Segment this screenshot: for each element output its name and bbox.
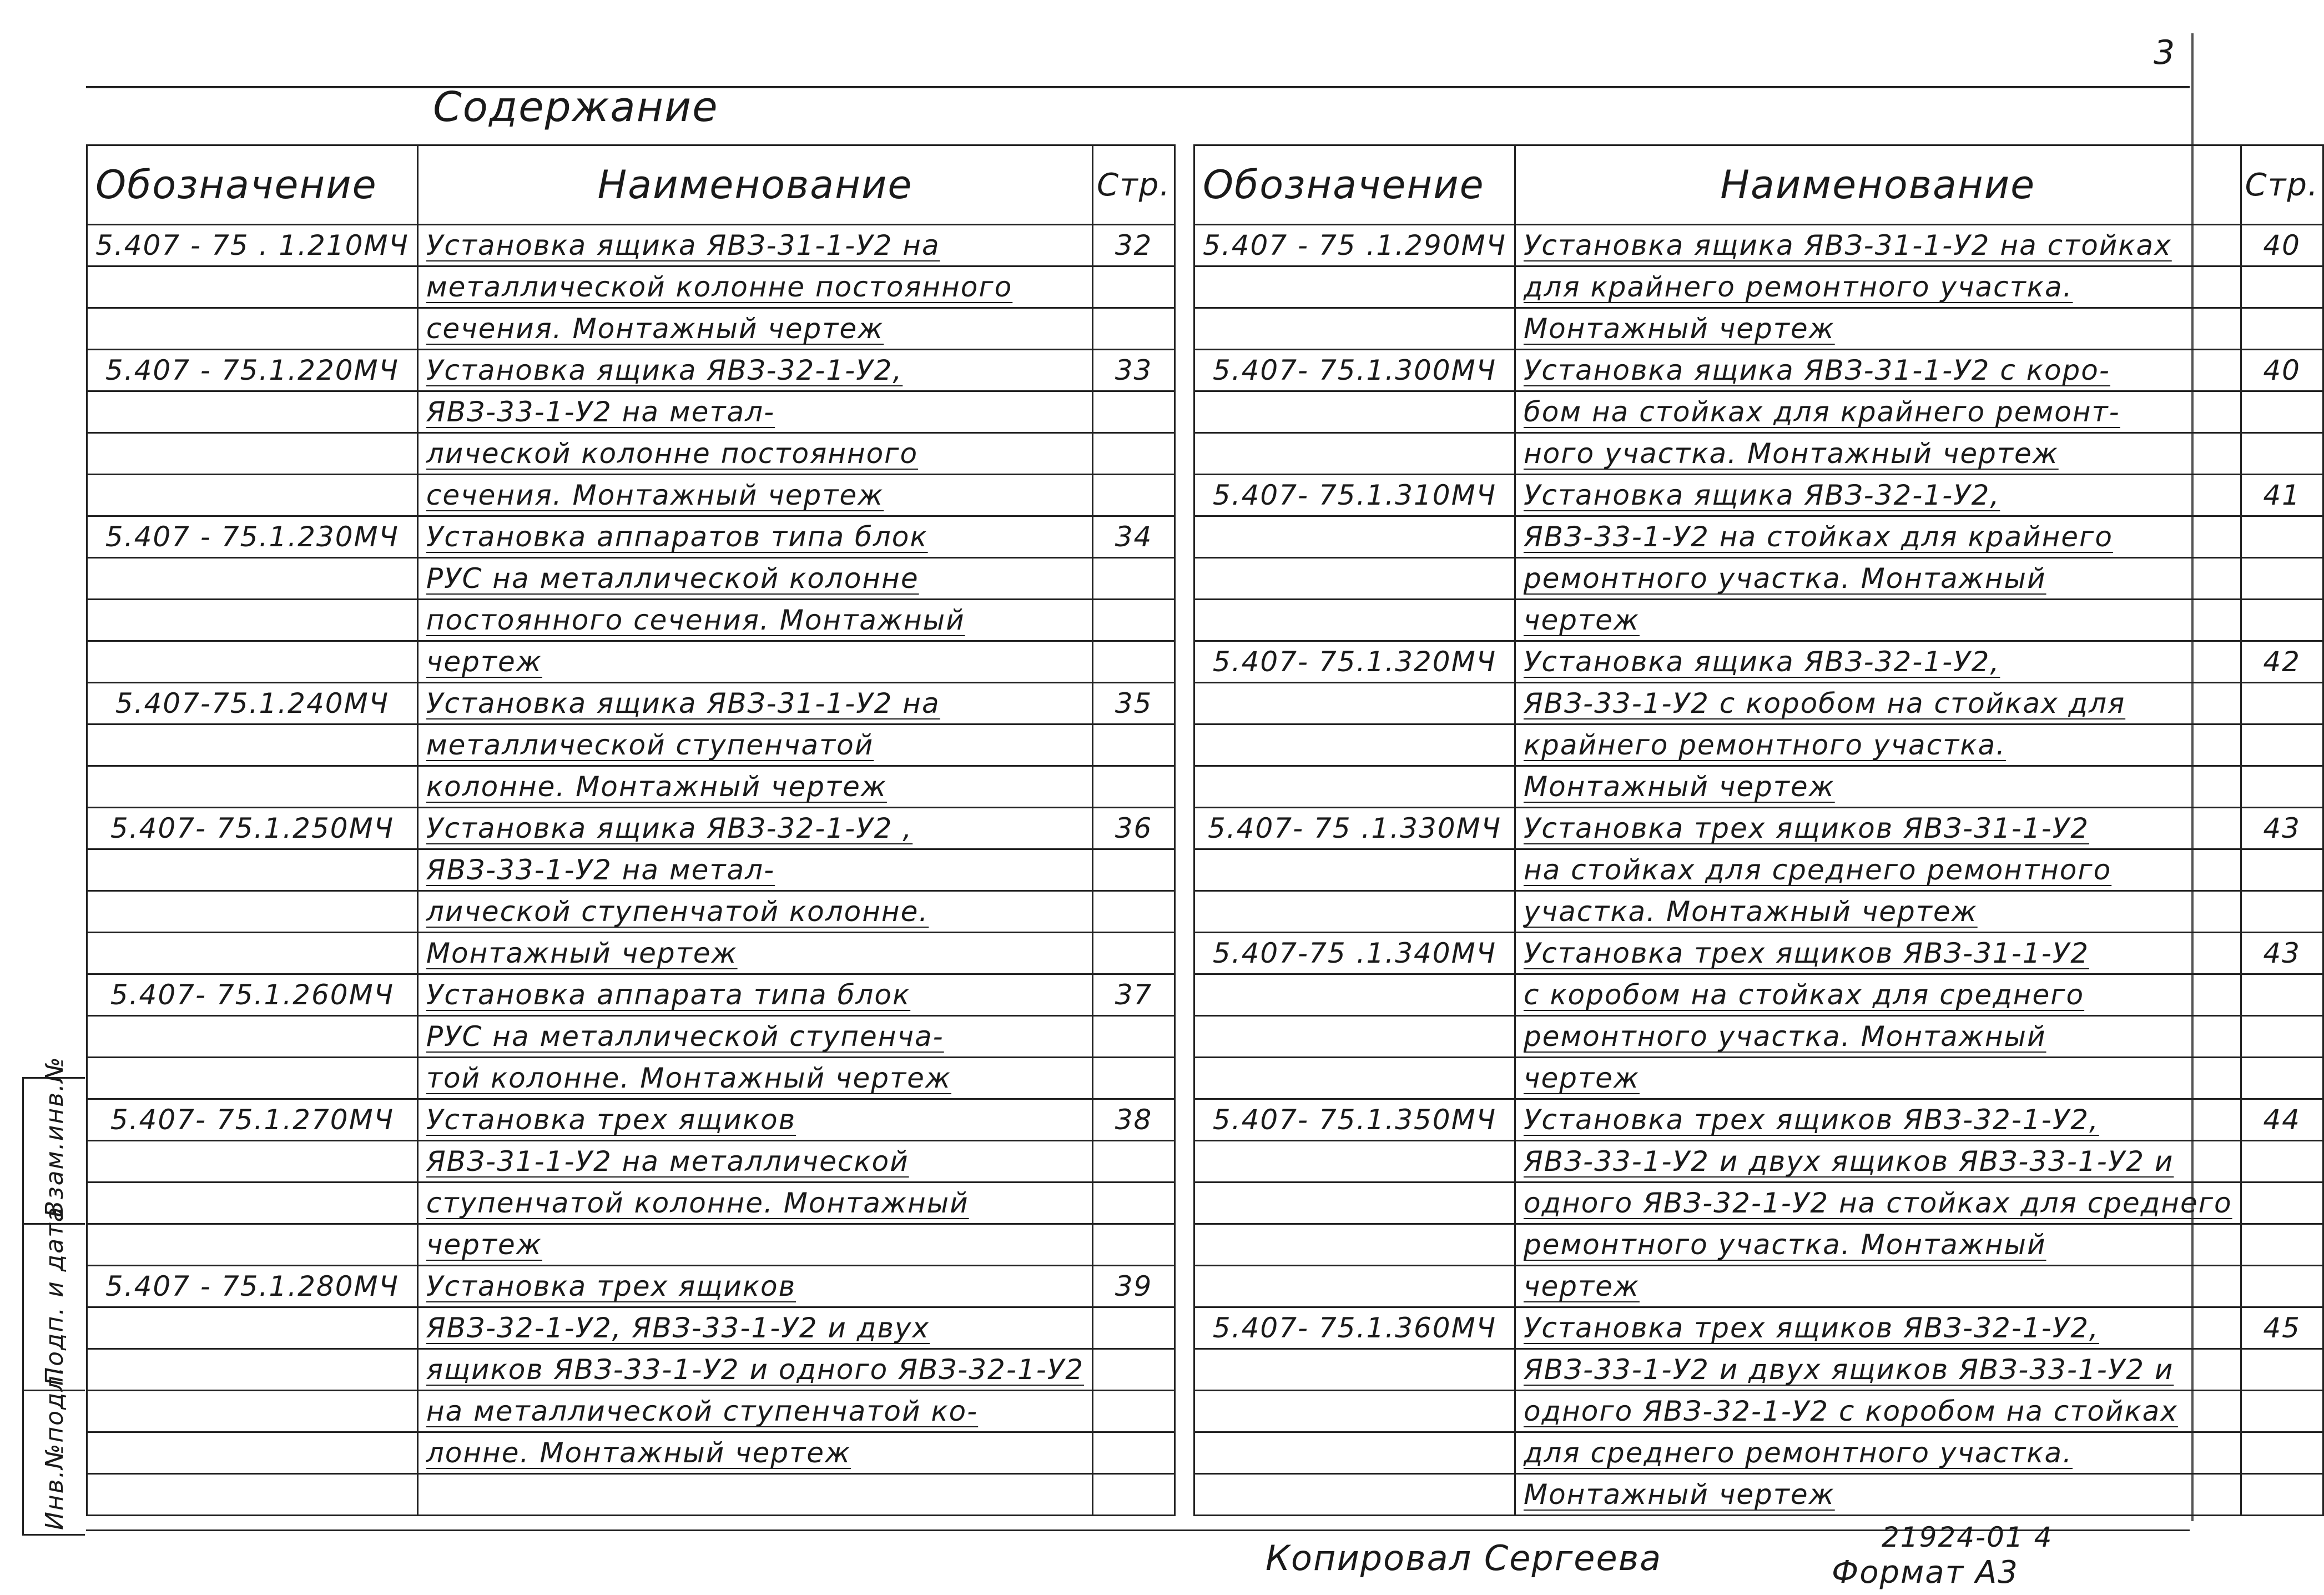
cell-page bbox=[2241, 1016, 2323, 1058]
table-row bbox=[1194, 558, 2323, 600]
cell-name: ящиков ЯВЗ-33-1-У2 и одного ЯВЗ-32-1-У2 bbox=[417, 1349, 1092, 1391]
cell-code bbox=[87, 1474, 418, 1516]
table-row bbox=[1194, 683, 2323, 724]
document-title: Содержание bbox=[433, 83, 719, 131]
cell-code: 5.407-75.1.240МЧ bbox=[87, 683, 418, 724]
cell-page bbox=[1093, 1183, 1175, 1224]
table-row bbox=[87, 933, 1175, 974]
cell-name: Монтажный чертеж bbox=[1515, 308, 2241, 350]
cell-code: 5.407- 75.1.300МЧ bbox=[1194, 350, 1515, 391]
frame-bottom-border bbox=[86, 1529, 2190, 1531]
table-row bbox=[87, 391, 1175, 433]
cell-code bbox=[87, 600, 418, 641]
cell-code bbox=[87, 266, 418, 308]
cell-name: участка. Монтажный чертеж bbox=[1515, 891, 2241, 933]
cell-name: сечения. Монтажный чертеж bbox=[417, 308, 1092, 350]
cell-name: на стойках для среднего ремонтного bbox=[1515, 849, 2241, 891]
cell-name: одного ЯВЗ-32-1-У2 на стойках для среднего bbox=[1515, 1183, 2241, 1224]
header-name: Наименование bbox=[1515, 145, 2241, 225]
cell-name: лической ступенчатой колонне. bbox=[417, 891, 1092, 933]
cell-code bbox=[87, 1183, 418, 1224]
table-row bbox=[1194, 1474, 2323, 1516]
table-row bbox=[1194, 1099, 2323, 1141]
cell-page bbox=[2241, 1391, 2323, 1432]
cell-page: 38 bbox=[1093, 1099, 1175, 1141]
cell-code bbox=[1194, 1224, 1515, 1266]
cell-code bbox=[87, 558, 418, 600]
table-row bbox=[1194, 433, 2323, 475]
table-row bbox=[1194, 1432, 2323, 1474]
cell-code: 5.407- 75.1.320МЧ bbox=[1194, 641, 1515, 683]
cell-name: Установка трех ящиков ЯВЗ-31-1-У2 bbox=[1515, 933, 2241, 974]
cell-page bbox=[1093, 1307, 1175, 1349]
cell-page bbox=[1093, 1474, 1175, 1516]
cell-code bbox=[87, 308, 418, 350]
cell-name bbox=[417, 1474, 1092, 1516]
cell-code: 5.407- 75.1.350МЧ bbox=[1194, 1099, 1515, 1141]
cell-code bbox=[1194, 391, 1515, 433]
table-row bbox=[87, 641, 1175, 683]
cell-code bbox=[87, 933, 418, 974]
cell-page bbox=[1093, 933, 1175, 974]
table-row bbox=[87, 1432, 1175, 1474]
table-row bbox=[1194, 1307, 2323, 1349]
table-row bbox=[87, 1183, 1175, 1224]
sheet-format: Формат А3 bbox=[1832, 1554, 2019, 1591]
table-row bbox=[87, 1016, 1175, 1058]
stamp-cell-inv-orig bbox=[24, 1366, 85, 1536]
cell-page bbox=[1093, 766, 1175, 808]
cell-code bbox=[1194, 1474, 1515, 1516]
cell-name: РУС на металлической колонне bbox=[417, 558, 1092, 600]
cell-page: 43 bbox=[2241, 808, 2323, 849]
table-row bbox=[1194, 391, 2323, 433]
cell-code bbox=[1194, 1141, 1515, 1183]
cell-name: Монтажный чертеж bbox=[417, 933, 1092, 974]
cell-name: для крайнего ремонтного участка. bbox=[1515, 266, 2241, 308]
cell-page: 43 bbox=[2241, 933, 2323, 974]
cell-name: ЯВЗ-33-1-У2 и двух ящиков ЯВЗ-33-1-У2 и bbox=[1515, 1141, 2241, 1183]
cell-code: 5.407 - 75.1.230МЧ bbox=[87, 516, 418, 558]
frame-top-border bbox=[86, 86, 2190, 88]
header-page: Стр. bbox=[2241, 145, 2323, 225]
stamp-inv-orig-label: Инв.№подл. bbox=[41, 1366, 69, 1530]
cell-code bbox=[87, 1224, 418, 1266]
table-row bbox=[87, 225, 1175, 266]
table-row bbox=[1194, 766, 2323, 808]
table-row bbox=[87, 808, 1175, 849]
cell-code bbox=[1194, 1391, 1515, 1432]
cell-page bbox=[1093, 558, 1175, 600]
table-row bbox=[87, 266, 1175, 308]
cell-page bbox=[1093, 641, 1175, 683]
cell-page bbox=[2241, 849, 2323, 891]
table-row bbox=[1194, 1183, 2323, 1224]
cell-page bbox=[2241, 766, 2323, 808]
cell-name: ЯВЗ-33-1-У2 и двух ящиков ЯВЗ-33-1-У2 и bbox=[1515, 1349, 2241, 1391]
cell-code bbox=[1194, 558, 1515, 600]
header-row bbox=[87, 145, 1175, 225]
table-row bbox=[87, 1391, 1175, 1432]
table-row bbox=[87, 350, 1175, 391]
cell-name: Установка аппарата типа блок bbox=[417, 974, 1092, 1016]
header-page: Стр. bbox=[1093, 145, 1175, 225]
table-row bbox=[1194, 849, 2323, 891]
cell-name: Установка ящика ЯВЗ-31-1-У2 на bbox=[417, 683, 1092, 724]
header-code: Обозначение bbox=[1194, 145, 1515, 225]
cell-page bbox=[2241, 1224, 2323, 1266]
cell-page: 39 bbox=[1093, 1266, 1175, 1307]
table-row bbox=[1194, 1266, 2323, 1307]
cell-code: 5.407- 75.1.360МЧ bbox=[1194, 1307, 1515, 1349]
cell-name: Установка трех ящиков bbox=[417, 1266, 1092, 1307]
stamp-cell-replace-inv bbox=[24, 1056, 85, 1223]
cell-page bbox=[2241, 266, 2323, 308]
cell-name: на металлической ступенчатой ко- bbox=[417, 1391, 1092, 1432]
cell-code: 5.407- 75.1.260МЧ bbox=[87, 974, 418, 1016]
cell-name: Установка ящика ЯВЗ-31-1-У2 с коро- bbox=[1515, 350, 2241, 391]
cell-name: Монтажный чертеж bbox=[1515, 766, 2241, 808]
cell-page bbox=[1093, 475, 1175, 516]
cell-code bbox=[1194, 1349, 1515, 1391]
cell-code bbox=[87, 766, 418, 808]
cell-code bbox=[1194, 1016, 1515, 1058]
cell-page bbox=[2241, 600, 2323, 641]
cell-page: 37 bbox=[1093, 974, 1175, 1016]
cell-name: Установка трех ящиков bbox=[417, 1099, 1092, 1141]
table-row bbox=[1194, 266, 2323, 308]
table-row bbox=[87, 600, 1175, 641]
cell-code bbox=[87, 724, 418, 766]
table-row bbox=[87, 1058, 1175, 1099]
cell-page bbox=[2241, 974, 2323, 1016]
cell-name: металлической колонне постоянного bbox=[417, 266, 1092, 308]
table-row bbox=[1194, 974, 2323, 1016]
cell-page bbox=[2241, 1183, 2323, 1224]
cell-name: ЯВЗ-33-1-У2 на метал- bbox=[417, 849, 1092, 891]
cell-name: ЯВЗ-32-1-У2, ЯВЗ-33-1-У2 и двух bbox=[417, 1307, 1092, 1349]
table-row bbox=[87, 308, 1175, 350]
cell-page bbox=[1093, 891, 1175, 933]
table-row bbox=[1194, 516, 2323, 558]
header-name: Наименование bbox=[417, 145, 1092, 225]
cell-name: Установка трех ящиков ЯВЗ-32-1-У2, bbox=[1515, 1307, 2241, 1349]
table-row bbox=[87, 1266, 1175, 1307]
cell-page: 35 bbox=[1093, 683, 1175, 724]
cell-code bbox=[87, 1391, 418, 1432]
table-row bbox=[87, 724, 1175, 766]
cell-code bbox=[1194, 891, 1515, 933]
table-row bbox=[1194, 475, 2323, 516]
cell-page bbox=[1093, 1391, 1175, 1432]
cell-page: 42 bbox=[2241, 641, 2323, 683]
cell-name: ного участка. Монтажный чертеж bbox=[1515, 433, 2241, 475]
table-row bbox=[87, 1474, 1175, 1516]
cell-page bbox=[2241, 516, 2323, 558]
cell-code: 5.407- 75.1.270МЧ bbox=[87, 1099, 418, 1141]
cell-name: чертеж bbox=[1515, 1058, 2241, 1099]
cell-code bbox=[87, 1432, 418, 1474]
contents-table-left bbox=[86, 144, 1176, 1516]
cell-code bbox=[1194, 516, 1515, 558]
cell-name: колонне. Монтажный чертеж bbox=[417, 766, 1092, 808]
table-row bbox=[1194, 225, 2323, 266]
cell-name: Монтажный чертеж bbox=[1515, 1474, 2241, 1516]
cell-name: той колонне. Монтажный чертеж bbox=[417, 1058, 1092, 1099]
cell-page bbox=[2241, 1141, 2323, 1183]
cell-page bbox=[2241, 1474, 2323, 1516]
cell-page: 32 bbox=[1093, 225, 1175, 266]
cell-page bbox=[2241, 1349, 2323, 1391]
cell-page bbox=[1093, 308, 1175, 350]
table-row bbox=[1194, 1141, 2323, 1183]
table-row bbox=[87, 1307, 1175, 1349]
cell-name: лической колонне постоянного bbox=[417, 433, 1092, 475]
cell-name: чертеж bbox=[417, 641, 1092, 683]
table-row bbox=[87, 849, 1175, 891]
table-row bbox=[87, 891, 1175, 933]
cell-page: 40 bbox=[2241, 350, 2323, 391]
cell-page: 41 bbox=[2241, 475, 2323, 516]
doc-number: 21924-01 4 bbox=[1882, 1521, 2053, 1553]
table-row bbox=[1194, 641, 2323, 683]
cell-name: ЯВЗ-33-1-У2 на стойках для крайнего bbox=[1515, 516, 2241, 558]
cell-page bbox=[1093, 433, 1175, 475]
contents-table-right bbox=[1193, 144, 2324, 1516]
cell-name: крайнего ремонтного участка. bbox=[1515, 724, 2241, 766]
cell-page bbox=[2241, 1058, 2323, 1099]
cell-page: 44 bbox=[2241, 1099, 2323, 1141]
table-row bbox=[1194, 1391, 2323, 1432]
cell-code: 5.407-75 .1.340МЧ bbox=[1194, 933, 1515, 974]
cell-page bbox=[1093, 1016, 1175, 1058]
cell-code: 5.407 - 75 .1.290МЧ bbox=[1194, 225, 1515, 266]
cell-name: Установка ящика ЯВЗ-32-1-У2 , bbox=[417, 808, 1092, 849]
table-row bbox=[1194, 600, 2323, 641]
side-stamp-block bbox=[22, 1056, 85, 1536]
cell-page: 36 bbox=[1093, 808, 1175, 849]
cell-code bbox=[1194, 308, 1515, 350]
cell-name: ЯВЗ-33-1-У2 на метал- bbox=[417, 391, 1092, 433]
cell-page: 40 bbox=[2241, 225, 2323, 266]
cell-code bbox=[1194, 1058, 1515, 1099]
table-row bbox=[1194, 1016, 2323, 1058]
table-row bbox=[87, 974, 1175, 1016]
table-row bbox=[87, 1099, 1175, 1141]
table-row bbox=[1194, 724, 2323, 766]
cell-code bbox=[87, 1307, 418, 1349]
cell-code bbox=[87, 891, 418, 933]
cell-code: 5.407- 75.1.310МЧ bbox=[1194, 475, 1515, 516]
cell-page bbox=[2241, 433, 2323, 475]
cell-name: ступенчатой колонне. Монтажный bbox=[417, 1183, 1092, 1224]
table-row bbox=[1194, 350, 2323, 391]
table-row bbox=[87, 433, 1175, 475]
cell-page bbox=[2241, 1432, 2323, 1474]
cell-code bbox=[87, 641, 418, 683]
cell-name: Установка трех ящиков ЯВЗ-32-1-У2, bbox=[1515, 1099, 2241, 1141]
table-row bbox=[87, 766, 1175, 808]
cell-name: бом на стойках для крайнего ремонт- bbox=[1515, 391, 2241, 433]
cell-name: ремонтного участка. Монтажный bbox=[1515, 558, 2241, 600]
cell-page bbox=[2241, 724, 2323, 766]
cell-page bbox=[2241, 683, 2323, 724]
cell-page: 33 bbox=[1093, 350, 1175, 391]
cell-code bbox=[87, 1058, 418, 1099]
cell-name: сечения. Монтажный чертеж bbox=[417, 475, 1092, 516]
cell-code bbox=[1194, 766, 1515, 808]
table-row bbox=[1194, 1224, 2323, 1266]
cell-name: чертеж bbox=[417, 1224, 1092, 1266]
cell-page bbox=[2241, 891, 2323, 933]
cell-name: ЯВЗ-33-1-У2 с коробом на стойках для bbox=[1515, 683, 2241, 724]
cell-code bbox=[1194, 724, 1515, 766]
cell-page bbox=[1093, 849, 1175, 891]
cell-code bbox=[1194, 1432, 1515, 1474]
cell-code bbox=[1194, 974, 1515, 1016]
header-row bbox=[1194, 145, 2323, 225]
cell-page bbox=[2241, 1266, 2323, 1307]
cell-name: Установка ящика ЯВЗ-32-1-У2, bbox=[1515, 475, 2241, 516]
cell-name: для среднего ремонтного участка. bbox=[1515, 1432, 2241, 1474]
table-row bbox=[87, 516, 1175, 558]
cell-name: металлической ступенчатой bbox=[417, 724, 1092, 766]
cell-code bbox=[1194, 849, 1515, 891]
cell-name: Установка ящика ЯВЗ-32-1-У2, bbox=[417, 350, 1092, 391]
stamp-sign-date-label: Подп. и дата bbox=[41, 1206, 69, 1386]
cell-code bbox=[87, 433, 418, 475]
cell-name: Установка ящика ЯВЗ-32-1-У2, bbox=[1515, 641, 2241, 683]
cell-page: 34 bbox=[1093, 516, 1175, 558]
cell-page bbox=[1093, 724, 1175, 766]
table-row bbox=[87, 1224, 1175, 1266]
copied-by: Копировал Сергеева bbox=[1266, 1538, 1662, 1578]
cell-code bbox=[87, 1141, 418, 1183]
cell-name: с коробом на стойках для среднего bbox=[1515, 974, 2241, 1016]
cell-code bbox=[1194, 433, 1515, 475]
cell-code: 5.407 - 75.1.220МЧ bbox=[87, 350, 418, 391]
table-row bbox=[1194, 308, 2323, 350]
cell-page bbox=[1093, 600, 1175, 641]
table-row bbox=[87, 475, 1175, 516]
cell-page bbox=[1093, 1349, 1175, 1391]
cell-code bbox=[87, 1349, 418, 1391]
cell-name: РУС на металлической ступенча- bbox=[417, 1016, 1092, 1058]
table-row bbox=[1194, 891, 2323, 933]
table-row bbox=[87, 683, 1175, 724]
cell-code bbox=[1194, 266, 1515, 308]
cell-name: ремонтного участка. Монтажный bbox=[1515, 1224, 2241, 1266]
stamp-replace-inv-label: Взам.инв.№ bbox=[41, 1056, 69, 1217]
cell-code bbox=[87, 1016, 418, 1058]
cell-name: чертеж bbox=[1515, 1266, 2241, 1307]
cell-code: 5.407- 75.1.250МЧ bbox=[87, 808, 418, 849]
table-row bbox=[1194, 1058, 2323, 1099]
cell-page: 45 bbox=[2241, 1307, 2323, 1349]
page-number-mark: 3 bbox=[2154, 33, 2176, 72]
cell-name: Установка ящика ЯВЗ-31-1-У2 на стойках bbox=[1515, 225, 2241, 266]
cell-code: 5.407 - 75 . 1.210МЧ bbox=[87, 225, 418, 266]
cell-page bbox=[1093, 1432, 1175, 1474]
table-row bbox=[1194, 933, 2323, 974]
table-row bbox=[1194, 1349, 2323, 1391]
cell-code bbox=[1194, 683, 1515, 724]
cell-code bbox=[87, 475, 418, 516]
cell-name: одного ЯВЗ-32-1-У2 с коробом на стойках bbox=[1515, 1391, 2241, 1432]
table-row bbox=[87, 558, 1175, 600]
cell-code bbox=[1194, 1266, 1515, 1307]
cell-name: ремонтного участка. Монтажный bbox=[1515, 1016, 2241, 1058]
cell-code bbox=[1194, 600, 1515, 641]
cell-page bbox=[1093, 1141, 1175, 1183]
cell-name: Установка аппаратов типа блок bbox=[417, 516, 1092, 558]
cell-page bbox=[1093, 1058, 1175, 1099]
cell-name: лонне. Монтажный чертеж bbox=[417, 1432, 1092, 1474]
table-row bbox=[87, 1141, 1175, 1183]
cell-code: 5.407- 75 .1.330МЧ bbox=[1194, 808, 1515, 849]
cell-code bbox=[87, 391, 418, 433]
cell-code bbox=[1194, 1183, 1515, 1224]
cell-name: ЯВЗ-31-1-У2 на металлической bbox=[417, 1141, 1092, 1183]
cell-name: постоянного сечения. Монтажный bbox=[417, 600, 1092, 641]
cell-page bbox=[2241, 558, 2323, 600]
cell-page bbox=[2241, 391, 2323, 433]
cell-page bbox=[2241, 308, 2323, 350]
table-row bbox=[1194, 808, 2323, 849]
cell-name: Установка ящика ЯВЗ-31-1-У2 на bbox=[417, 225, 1092, 266]
cell-name: Установка трех ящиков ЯВЗ-31-1-У2 bbox=[1515, 808, 2241, 849]
cell-page bbox=[1093, 391, 1175, 433]
cell-code: 5.407 - 75.1.280МЧ bbox=[87, 1266, 418, 1307]
header-code: Обозначение bbox=[87, 145, 418, 225]
cell-code bbox=[87, 849, 418, 891]
cell-name: чертеж bbox=[1515, 600, 2241, 641]
cell-page bbox=[1093, 266, 1175, 308]
cell-page bbox=[1093, 1224, 1175, 1266]
table-row bbox=[87, 1349, 1175, 1391]
